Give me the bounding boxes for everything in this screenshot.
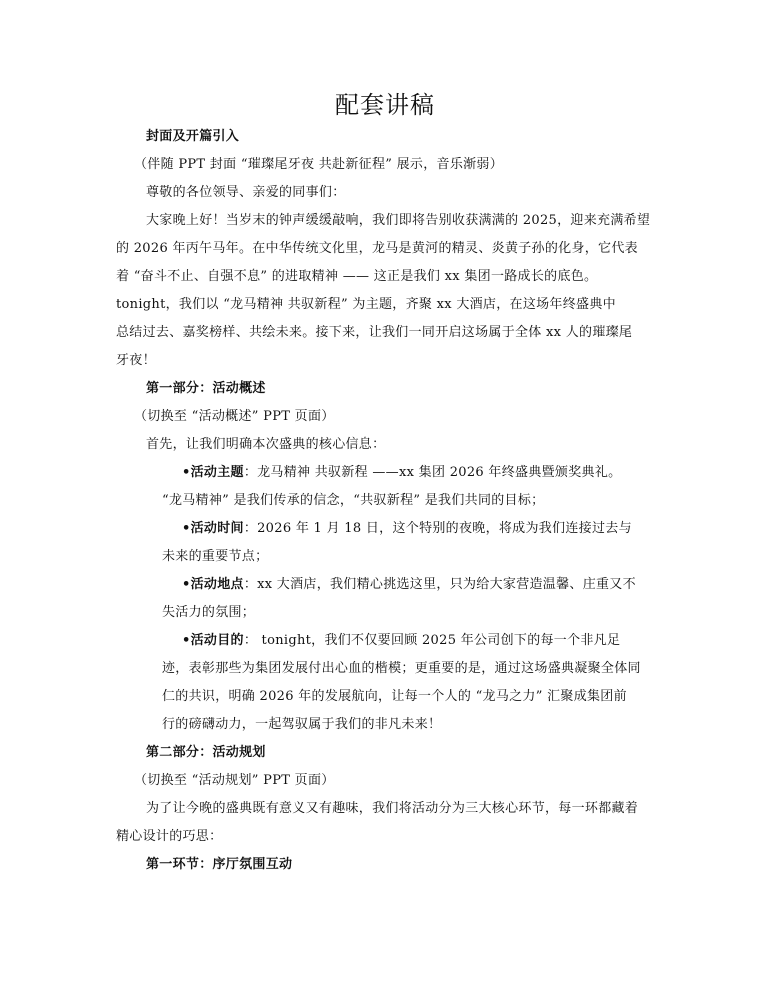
paragraph-line: tonight，我们以 “龙马精神 共驭新程” 为主题，齐聚 xx 大酒店，在这场年终盛典中 bbox=[116, 297, 616, 312]
bullet-text: ：xx 大酒店，我们精心挑选这里，只为给大家营造温馨、庄重又不 bbox=[243, 577, 636, 592]
bullet-label: 活动目的 bbox=[190, 633, 244, 648]
greeting: 尊敬的各位领导、亲爱的同事们： bbox=[146, 185, 346, 200]
paragraph-line: 总结过去、嘉奖榜样、共绘未来。接下来，让我们一同开启这场属于全体 xx 人的璀璨尾 bbox=[116, 325, 633, 340]
bullet-text: ： tonight，我们不仅要回顾 2025 年公司创下的每一个非凡足 bbox=[243, 633, 621, 648]
bullet-text: ：2026 年 1 月 18 日，这个特别的夜晚，将成为我们连接过去与 bbox=[243, 521, 632, 536]
bullet-item-time bbox=[182, 520, 632, 538]
paragraph-line: 首先，让我们明确本次盛典的核心信息： bbox=[146, 437, 386, 452]
bullet-continuation: 仁的共识，明确 2026 年的发展航向，让每一个人的 “龙马之力” 汇聚成集团前 bbox=[162, 689, 627, 704]
bullet-icon: • bbox=[182, 521, 191, 536]
stage-direction: （切换至 “活动规划” PPT 页面） bbox=[134, 773, 335, 788]
bullet-item-location bbox=[182, 576, 636, 594]
paragraph-line: 着 “奋斗不止、自强不息” 的进取精神 —— 这正是我们 xx 集团一路成长的底色。 bbox=[116, 269, 598, 284]
bullet-icon: • bbox=[182, 633, 191, 648]
page-title: 配套讲稿 bbox=[335, 91, 435, 119]
paragraph-line: 的 2026 年丙午马年。在中华传统文化里，龙马是黄河的精灵、炎黄子孙的化身，它代表 bbox=[116, 241, 638, 256]
section-heading-overview: 第一部分：活动概述 bbox=[146, 381, 266, 396]
bullet-icon: • bbox=[182, 577, 191, 592]
paragraph-line: 大家晚上好！当岁末的钟声缓缓敲响，我们即将告别收获满满的 2025，迎来充满希望 bbox=[146, 213, 651, 228]
section-heading-segment-one: 第一环节：序厅氛围互动 bbox=[146, 857, 293, 872]
paragraph-line: 牙夜！ bbox=[116, 353, 156, 368]
bullet-item-purpose bbox=[182, 632, 620, 650]
bullet-continuation: 未来的重要节点； bbox=[162, 549, 269, 564]
bullet-continuation: 失活力的氛围； bbox=[162, 605, 256, 620]
stage-direction: （切换至 “活动概述” PPT 页面） bbox=[134, 409, 335, 424]
stage-direction: （伴随 PPT 封面 “璀璨尾牙夜 共赴新征程” 展示，音乐渐弱） bbox=[134, 157, 504, 172]
section-heading-planning: 第二部分：活动规划 bbox=[146, 745, 266, 760]
bullet-label: 活动主题 bbox=[190, 465, 244, 480]
bullet-label: 活动时间 bbox=[190, 521, 244, 536]
bullet-label: 活动地点 bbox=[190, 577, 244, 592]
bullet-icon: • bbox=[182, 465, 191, 480]
bullet-item-theme bbox=[182, 464, 621, 482]
bullet-text: ：龙马精神 共驭新程 ——xx 集团 2026 年终盛典暨颁奖典礼。 bbox=[243, 465, 622, 480]
bullet-continuation: 迹，表彰那些为集团发展付出心血的楷模；更重要的是，通过这场盛典凝聚全体同 bbox=[162, 661, 641, 676]
bullet-continuation: 行的磅礴动力，一起驾驭属于我们的非凡未来！ bbox=[162, 717, 442, 732]
paragraph-line: 为了让今晚的盛典既有意义又有趣味，我们将活动分为三大核心环节，每一环都藏着 bbox=[146, 801, 639, 816]
bullet-continuation: “龙马精神” 是我们传承的信念，“共驭新程” 是我们共同的目标； bbox=[162, 493, 545, 508]
section-heading-cover: 封面及开篇引入 bbox=[146, 129, 240, 144]
paragraph-line: 精心设计的巧思： bbox=[116, 829, 223, 844]
